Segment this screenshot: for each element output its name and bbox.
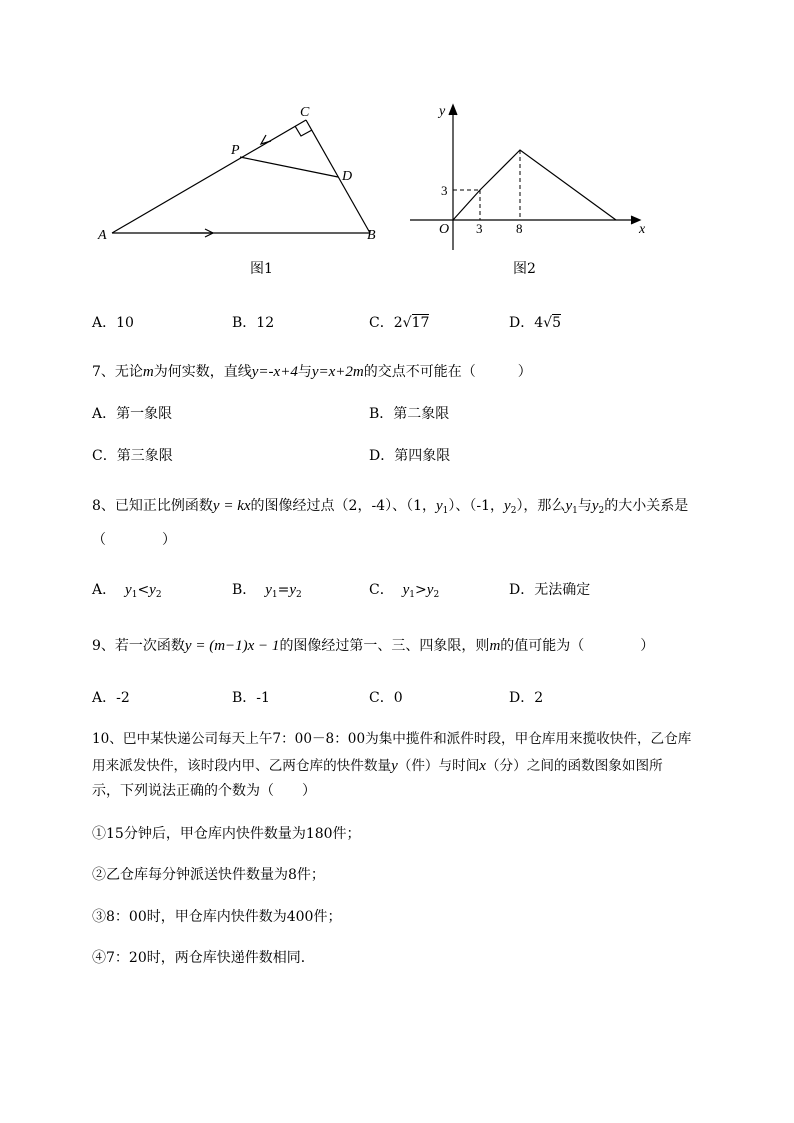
q10-statement-2: ②乙仓库每分钟派送快件数量为8件； bbox=[92, 867, 325, 883]
q8-a-rel: < bbox=[137, 582, 150, 598]
q6-option-c-coef: 2 bbox=[393, 315, 403, 331]
q6-option-b-label: B． bbox=[232, 315, 257, 331]
q9-option-b: B．-1 bbox=[232, 690, 270, 706]
q8-text-4: ），那么 bbox=[516, 498, 566, 514]
q8-b-rel: = bbox=[277, 582, 290, 598]
y-axis-label: y bbox=[439, 104, 446, 119]
figure-1-drawing bbox=[95, 100, 395, 250]
q10-line-1: 10、巴中某快递公司每天上午7：00－8：00为集中揽件和派件时段，甲仓库用来揽收快件，乙仓库 bbox=[92, 731, 692, 747]
q10-line-2-c: （分）之间的函数图象如图所 bbox=[485, 758, 663, 774]
figure-1-caption: 图1 bbox=[250, 261, 273, 277]
sub-index: 1 bbox=[271, 590, 278, 600]
q9-option-a: A．-2 bbox=[92, 690, 130, 706]
q8-text-1: 已知正比例函数 bbox=[114, 498, 213, 514]
q8-y2-b: y bbox=[591, 498, 599, 514]
q8-number: 8、 bbox=[92, 498, 115, 514]
q7-text-1: 无论 bbox=[114, 364, 143, 380]
q6-option-b-value: 12 bbox=[256, 315, 275, 331]
q7-var-m: m bbox=[142, 364, 154, 380]
x-axis-label: x bbox=[639, 222, 646, 237]
figure-2 bbox=[405, 95, 655, 255]
q6-option-c bbox=[369, 312, 429, 332]
q8-a-y2: y bbox=[149, 582, 156, 598]
tick-x-3: 3 bbox=[476, 221, 483, 236]
right-angle-mark bbox=[295, 126, 312, 136]
q9-text-3: 的值可能为（ ） bbox=[500, 638, 655, 654]
tick-x-8: 8 bbox=[516, 221, 523, 236]
sub-index: 2 bbox=[155, 590, 162, 600]
q10-line-2 bbox=[92, 754, 663, 775]
sub-index: 2 bbox=[296, 590, 302, 600]
q9-var-m: m bbox=[489, 638, 501, 654]
q7-text-2: 为何实数，直线 bbox=[153, 364, 252, 380]
q8-b-y1: y bbox=[265, 582, 272, 598]
q9-number: 9、 bbox=[92, 638, 115, 654]
q7-eq2: y=x+2m bbox=[311, 364, 364, 380]
q8-sub-1: 1 bbox=[442, 506, 449, 516]
q8-y1-b: y bbox=[565, 498, 573, 514]
q9-option-c: C．0 bbox=[369, 690, 403, 706]
q10-statement-1: ①15分钟后，甲仓库内快件数量为180件； bbox=[92, 826, 361, 842]
q8-option-b-label: B． bbox=[232, 582, 257, 598]
tick-y-3: 3 bbox=[441, 183, 448, 198]
q10-var-y: y bbox=[391, 758, 398, 774]
q9-text-1: 若一次函数 bbox=[114, 638, 185, 654]
q8-option-c-label: C． bbox=[369, 582, 394, 598]
q10-line-2-a: 用来派发快件，该时段内甲、乙两仓库的快件数量 bbox=[92, 758, 392, 774]
origin-label: O bbox=[439, 222, 450, 237]
figure-2-drawing bbox=[405, 95, 655, 255]
q7-text-4: 的交点不可能在（ ） bbox=[363, 364, 532, 380]
label-a: A bbox=[98, 228, 107, 243]
q8-option-b bbox=[232, 579, 302, 600]
q8-option-a bbox=[92, 579, 162, 600]
q10-line-2-b: （件）与时间 bbox=[397, 758, 480, 774]
q9-eq: y = (m−1)x − 1 bbox=[184, 638, 280, 654]
q6-option-d-coef: 4 bbox=[534, 315, 544, 331]
q7-option-b: B．第二象限 bbox=[369, 406, 450, 422]
q7-option-c: C．第三象限 bbox=[92, 448, 173, 464]
q8-sub-2: 2 bbox=[510, 506, 517, 516]
radical-sign: √ bbox=[543, 315, 553, 331]
q6-option-c-label: C． bbox=[369, 315, 394, 331]
q6-option-a bbox=[92, 312, 134, 332]
q7-option-d: D．第四象限 bbox=[369, 448, 451, 464]
q6-option-d bbox=[509, 312, 561, 332]
q7-number: 7、 bbox=[92, 364, 115, 380]
q8-stem-line2: （ ） bbox=[92, 532, 176, 548]
q8-eq: y = kx bbox=[212, 498, 251, 514]
q8-option-d: D．无法确定 bbox=[509, 582, 591, 598]
sub-index: 1 bbox=[409, 590, 416, 600]
q6-option-b bbox=[232, 312, 274, 332]
radical-sign: √ bbox=[402, 315, 412, 331]
q6-option-a-value: 10 bbox=[116, 315, 134, 331]
q8-sub-1b: 1 bbox=[572, 506, 578, 516]
q9-stem bbox=[92, 635, 654, 655]
segment-pd bbox=[240, 157, 338, 177]
figure-2-caption: 图2 bbox=[513, 261, 536, 277]
q8-y1: y bbox=[435, 498, 443, 514]
q7-text-3: 与 bbox=[297, 364, 312, 380]
sub-index: 2 bbox=[433, 590, 440, 600]
q8-y2: y bbox=[504, 498, 511, 514]
q6-option-d-radicand: 5 bbox=[552, 315, 561, 331]
q7-stem bbox=[92, 361, 532, 381]
q8-c-y2: y bbox=[426, 582, 434, 598]
q10-line-3: 示，下列说法正确的个数为（ ） bbox=[92, 783, 316, 799]
q8-b-y2: y bbox=[289, 582, 297, 598]
q8-text-2: 的图像经过点（2，-4）、（1， bbox=[250, 498, 436, 514]
sub-index: 1 bbox=[131, 590, 138, 600]
y-axis-arrow bbox=[449, 105, 457, 115]
q8-text-5: 与 bbox=[577, 498, 592, 514]
q6-option-d-label: D． bbox=[509, 315, 535, 331]
q8-c-y1: y bbox=[402, 582, 410, 598]
label-p: P bbox=[231, 143, 240, 158]
graph-polyline bbox=[453, 150, 616, 220]
q6-option-c-radicand: 17 bbox=[411, 315, 430, 331]
q8-text-6: 的大小关系是 bbox=[604, 498, 689, 514]
q8-a-y1: y bbox=[125, 582, 132, 598]
q8-text-3: ）、（-1， bbox=[448, 498, 505, 514]
q8-sub-2b: 2 bbox=[598, 506, 605, 516]
q7-eq1: y=-x+4 bbox=[251, 364, 298, 380]
q8-c-rel: > bbox=[415, 582, 427, 598]
label-d: D bbox=[342, 169, 353, 184]
segment-ac bbox=[112, 120, 306, 233]
q8-option-a-label: A． bbox=[92, 582, 117, 598]
q6-option-a-label: A． bbox=[92, 315, 117, 331]
q10-statement-4: ④7：20时，两仓库快递件数相同． bbox=[92, 950, 315, 966]
label-b: B bbox=[367, 228, 376, 243]
figure-1 bbox=[95, 100, 395, 250]
q8-stem bbox=[92, 495, 688, 516]
q9-option-d: D．2 bbox=[509, 690, 544, 706]
q7-option-a: A．第一象限 bbox=[92, 406, 173, 422]
q10-var-x: x bbox=[479, 758, 486, 774]
label-c: C bbox=[300, 105, 310, 120]
q9-text-2: 的图像经过第一、三、四象限，则 bbox=[279, 638, 490, 654]
arrow-head-ca bbox=[261, 135, 271, 144]
q10-statement-3: ③8：00时，甲仓库内快件数为400件； bbox=[92, 909, 342, 925]
q8-option-c bbox=[369, 579, 439, 600]
